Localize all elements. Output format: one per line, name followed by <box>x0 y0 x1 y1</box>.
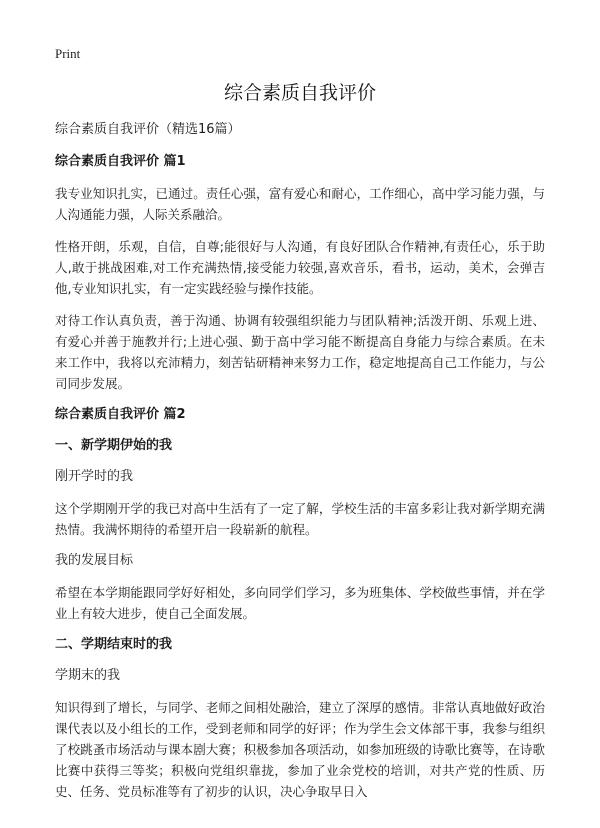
part-heading-1: 一、新学期伊始的我 <box>55 438 173 453</box>
page-title: 综合素质自我评价 <box>223 82 376 104</box>
sub-heading: 我的发展目标 <box>55 553 134 568</box>
paragraph: 性格开朗，乐观，自信，自尊;能很好与人沟通，有良好团队合作精神,有责任心，乐于助人,敢于挑战困难,对工作充满热情,接受能力较强,喜欢音乐，看书，运动，美术，会弹吉他,专业知识扎实，有一定实践经验与操作技能。 <box>55 239 545 296</box>
sub-heading: 学期末的我 <box>55 668 121 683</box>
document-subtitle: 综合素质自我评价（精选16篇） <box>55 122 241 137</box>
paragraph: 知识得到了增长，与同学、老师之间相处融洽，建立了深厚的感情。非常认真地做好政治课代表以及小组长的工作，受到老师和同学的好评；作为学生会文体部干事，我参与组织了校跳蚤市场活动与课本剧大赛；积极参加各项活动，如参加班级的诗歌比赛等，在诗歌比赛中获得三等奖；积极向党组织靠拢，参加了业余党校的培训，对共产党的性质、历史、任务、党员标准等有了初步的认识，决心争取早日入 <box>55 700 545 799</box>
sub-heading: 刚开学时的我 <box>55 469 134 484</box>
paragraph: 希望在本学期能跟同学好好相处，多向同学们学习，多为班集体、学校做些事情，并在学业上有较大进步，使自己全面发展。 <box>55 585 545 621</box>
paragraph: 对待工作认真负责，善于沟通、协调有较强组织能力与团队精神;活泼开朗、乐观上进、有爱心并善于施教并行;上进心强、勤于高中学习能不断提高自身能力与综合素质。在未来工作中，我将以充沛精力，刻苦钻研精神来努力工作，稳定地提高自己工作能力，与公司同步发展。 <box>55 313 545 391</box>
part-heading-2: 二、学期结束时的我 <box>55 637 173 652</box>
print-link[interactable]: Print <box>55 46 81 61</box>
document-body <box>55 120 545 813</box>
paragraph: 我专业知识扎实，已通过。责任心强，富有爱心和耐心，工作细心，高中学习能力强，与人沟通能力强，人际关系融洽。 <box>55 186 545 222</box>
section-heading-1: 综合素质自我评价 篇1 <box>55 154 186 169</box>
section-heading-2: 综合素质自我评价 篇2 <box>55 407 186 422</box>
paragraph: 这个学期刚开学的我已对高中生活有了一定了解，学校生活的丰富多彩让我对新学期充满热情。我满怀期待的希望开启一段崭新的航程。 <box>55 501 545 537</box>
